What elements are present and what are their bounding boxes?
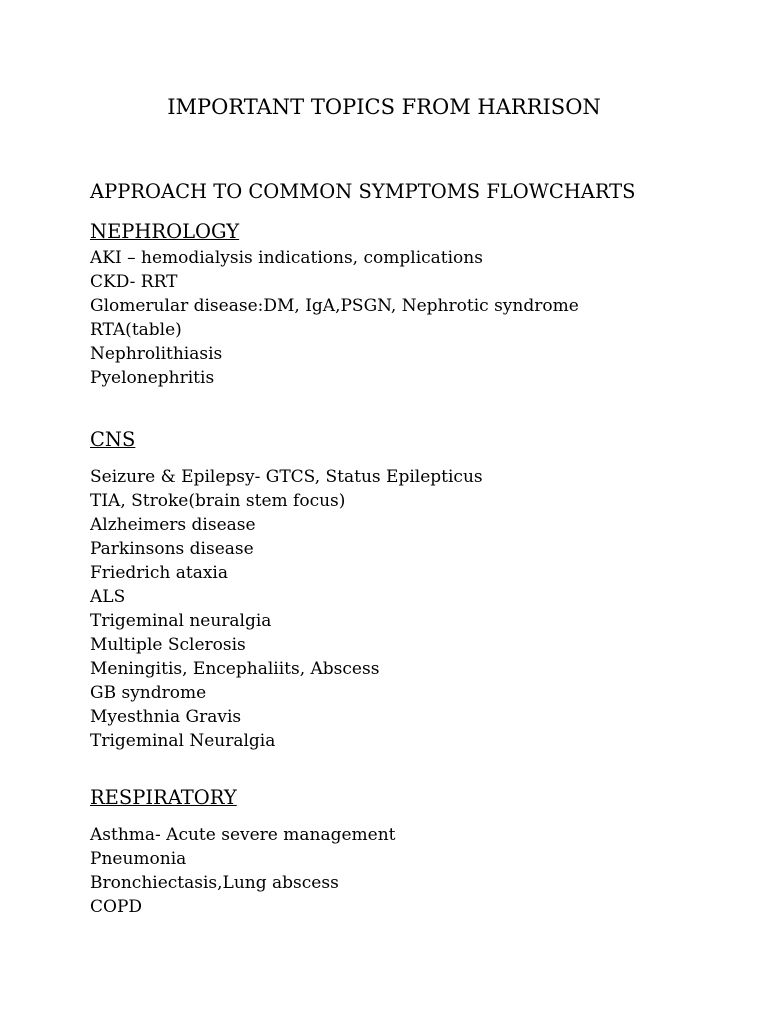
list-item: Multiple Sclerosis	[90, 635, 246, 655]
list-item: CKD- RRT	[90, 272, 178, 292]
list-item: Glomerular disease:DM, IgA,PSGN, Nephrotic syndrome	[90, 296, 579, 316]
list-item: Pyelonephritis	[90, 368, 215, 388]
page-title: IMPORTANT TOPICS FROM HARRISON	[167, 95, 601, 119]
list-item: Trigeminal neuralgia	[90, 611, 272, 631]
list-item: GB syndrome	[90, 683, 207, 703]
section-heading-cns: CNS	[90, 428, 136, 451]
list-item: Alzheimers disease	[90, 515, 256, 535]
list-item: Pneumonia	[90, 849, 187, 869]
document-subheading: APPROACH TO COMMON SYMPTOMS FLOWCHARTS	[90, 180, 636, 203]
list-item: Meningitis, Encephaliits, Abscess	[90, 659, 380, 679]
list-item: ALS	[90, 587, 126, 607]
list-item: COPD	[90, 897, 143, 917]
list-item: Seizure & Epilepsy- GTCS, Status Epilepticus	[90, 467, 483, 487]
section-list-respiratory	[90, 823, 396, 919]
list-item: AKI – hemodialysis indications, complications	[90, 248, 483, 268]
list-item: Friedrich ataxia	[90, 563, 229, 583]
list-item: Myesthnia Gravis	[90, 707, 242, 727]
section-list-cns	[90, 465, 483, 753]
section-heading-respiratory: RESPIRATORY	[90, 786, 237, 809]
section-heading-nephrology: NEPHROLOGY	[90, 220, 240, 243]
list-item: TIA, Stroke(brain stem focus)	[90, 491, 346, 511]
list-item: RTA(table)	[90, 320, 182, 340]
section-list-nephrology	[90, 246, 579, 390]
list-item: Parkinsons disease	[90, 539, 254, 559]
list-item: Nephrolithiasis	[90, 344, 223, 364]
list-item: Bronchiectasis,Lung abscess	[90, 873, 339, 893]
list-item: Asthma- Acute severe management	[90, 825, 396, 845]
list-item: Trigeminal Neuralgia	[90, 731, 276, 751]
